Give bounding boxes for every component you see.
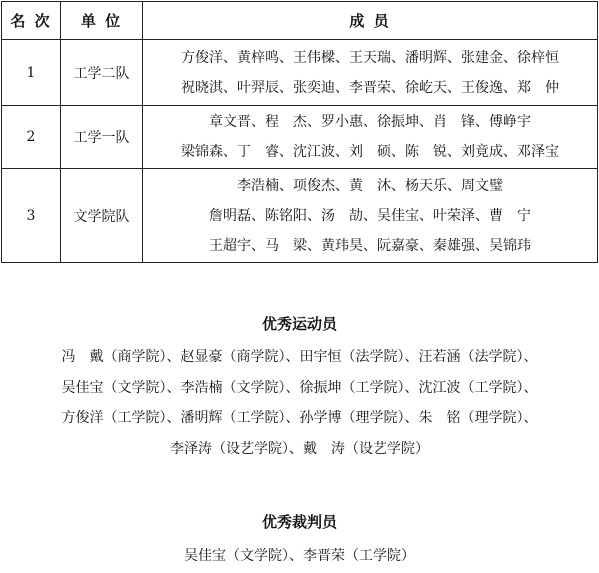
unit-cell: 工学一队 — [61, 106, 143, 169]
members-line: 方俊洋、黄梓鸣、王伟樑、王天瑞、潘明辉、张建金、徐梓恒 — [181, 49, 559, 66]
unit-cell: 文学院队 — [61, 169, 143, 263]
athletes-line: 吴佳宝（文学院）、李浩楠（文学院）、徐振坤（工学院）、沈江波（工学院）、 — [61, 379, 538, 396]
members-line: 李浩楠、项俊杰、黄 沐、杨天乐、周文璧 — [237, 177, 503, 194]
members-line: 梁锦森、丁 睿、沈江波、刘 硕、陈 锐、刘竟成、邓泽宝 — [181, 144, 559, 160]
athletes-line: 冯 戴（商学院）、赵显豪（商学院）、田宇恒（法学院）、汪若涵（法学院）、 — [61, 349, 538, 365]
members-line: 王超宇、马 梁、黄玮昊、阮嘉豪、秦雄强、吴锦玮 — [209, 237, 531, 254]
referees-title: 优秀裁判员 — [261, 513, 337, 531]
members-line: 章文晋、程 杰、罗小惠、徐振坤、肖 锋、傅峥宇 — [209, 114, 531, 130]
header-unit: 单 位 — [61, 2, 143, 40]
rank-cell: 2 — [2, 106, 61, 169]
referees-line: 吴佳宝（文学院）、李晋荣（工学院） — [184, 548, 415, 564]
table-row — [2, 169, 598, 263]
rank-cell: 3 — [2, 169, 61, 263]
referees-list — [0, 541, 599, 572]
table-row — [2, 106, 598, 169]
ranking-table — [1, 1, 598, 263]
header-rank: 名 次 — [2, 2, 61, 40]
table-header-row — [2, 2, 598, 40]
athletes-title: 优秀运动员 — [261, 315, 337, 333]
members-cell — [143, 169, 598, 263]
header-members: 成 员 — [143, 2, 598, 40]
members-line: 祝晓淇、叶羿辰、张奕迪、李晋荣、徐屹天、王俊逸、郑 仲 — [181, 79, 559, 96]
athletes-line: 李泽涛（设艺学院）、戴 涛（设艺学院） — [170, 440, 429, 457]
athletes-line: 方俊洋（工学院）、潘明辉（工学院）、孙学博（理学院）、朱 铭（理学院）、 — [61, 410, 538, 426]
members-line: 詹明磊、陈铭阳、汤 劼、吴佳宝、叶荣泽、曹 宁 — [209, 207, 531, 224]
athletes-list — [0, 342, 599, 464]
table-row — [2, 40, 598, 106]
rank-cell: 1 — [2, 40, 61, 106]
members-cell — [143, 40, 598, 106]
members-cell — [143, 106, 598, 169]
unit-cell: 工学二队 — [61, 40, 143, 106]
